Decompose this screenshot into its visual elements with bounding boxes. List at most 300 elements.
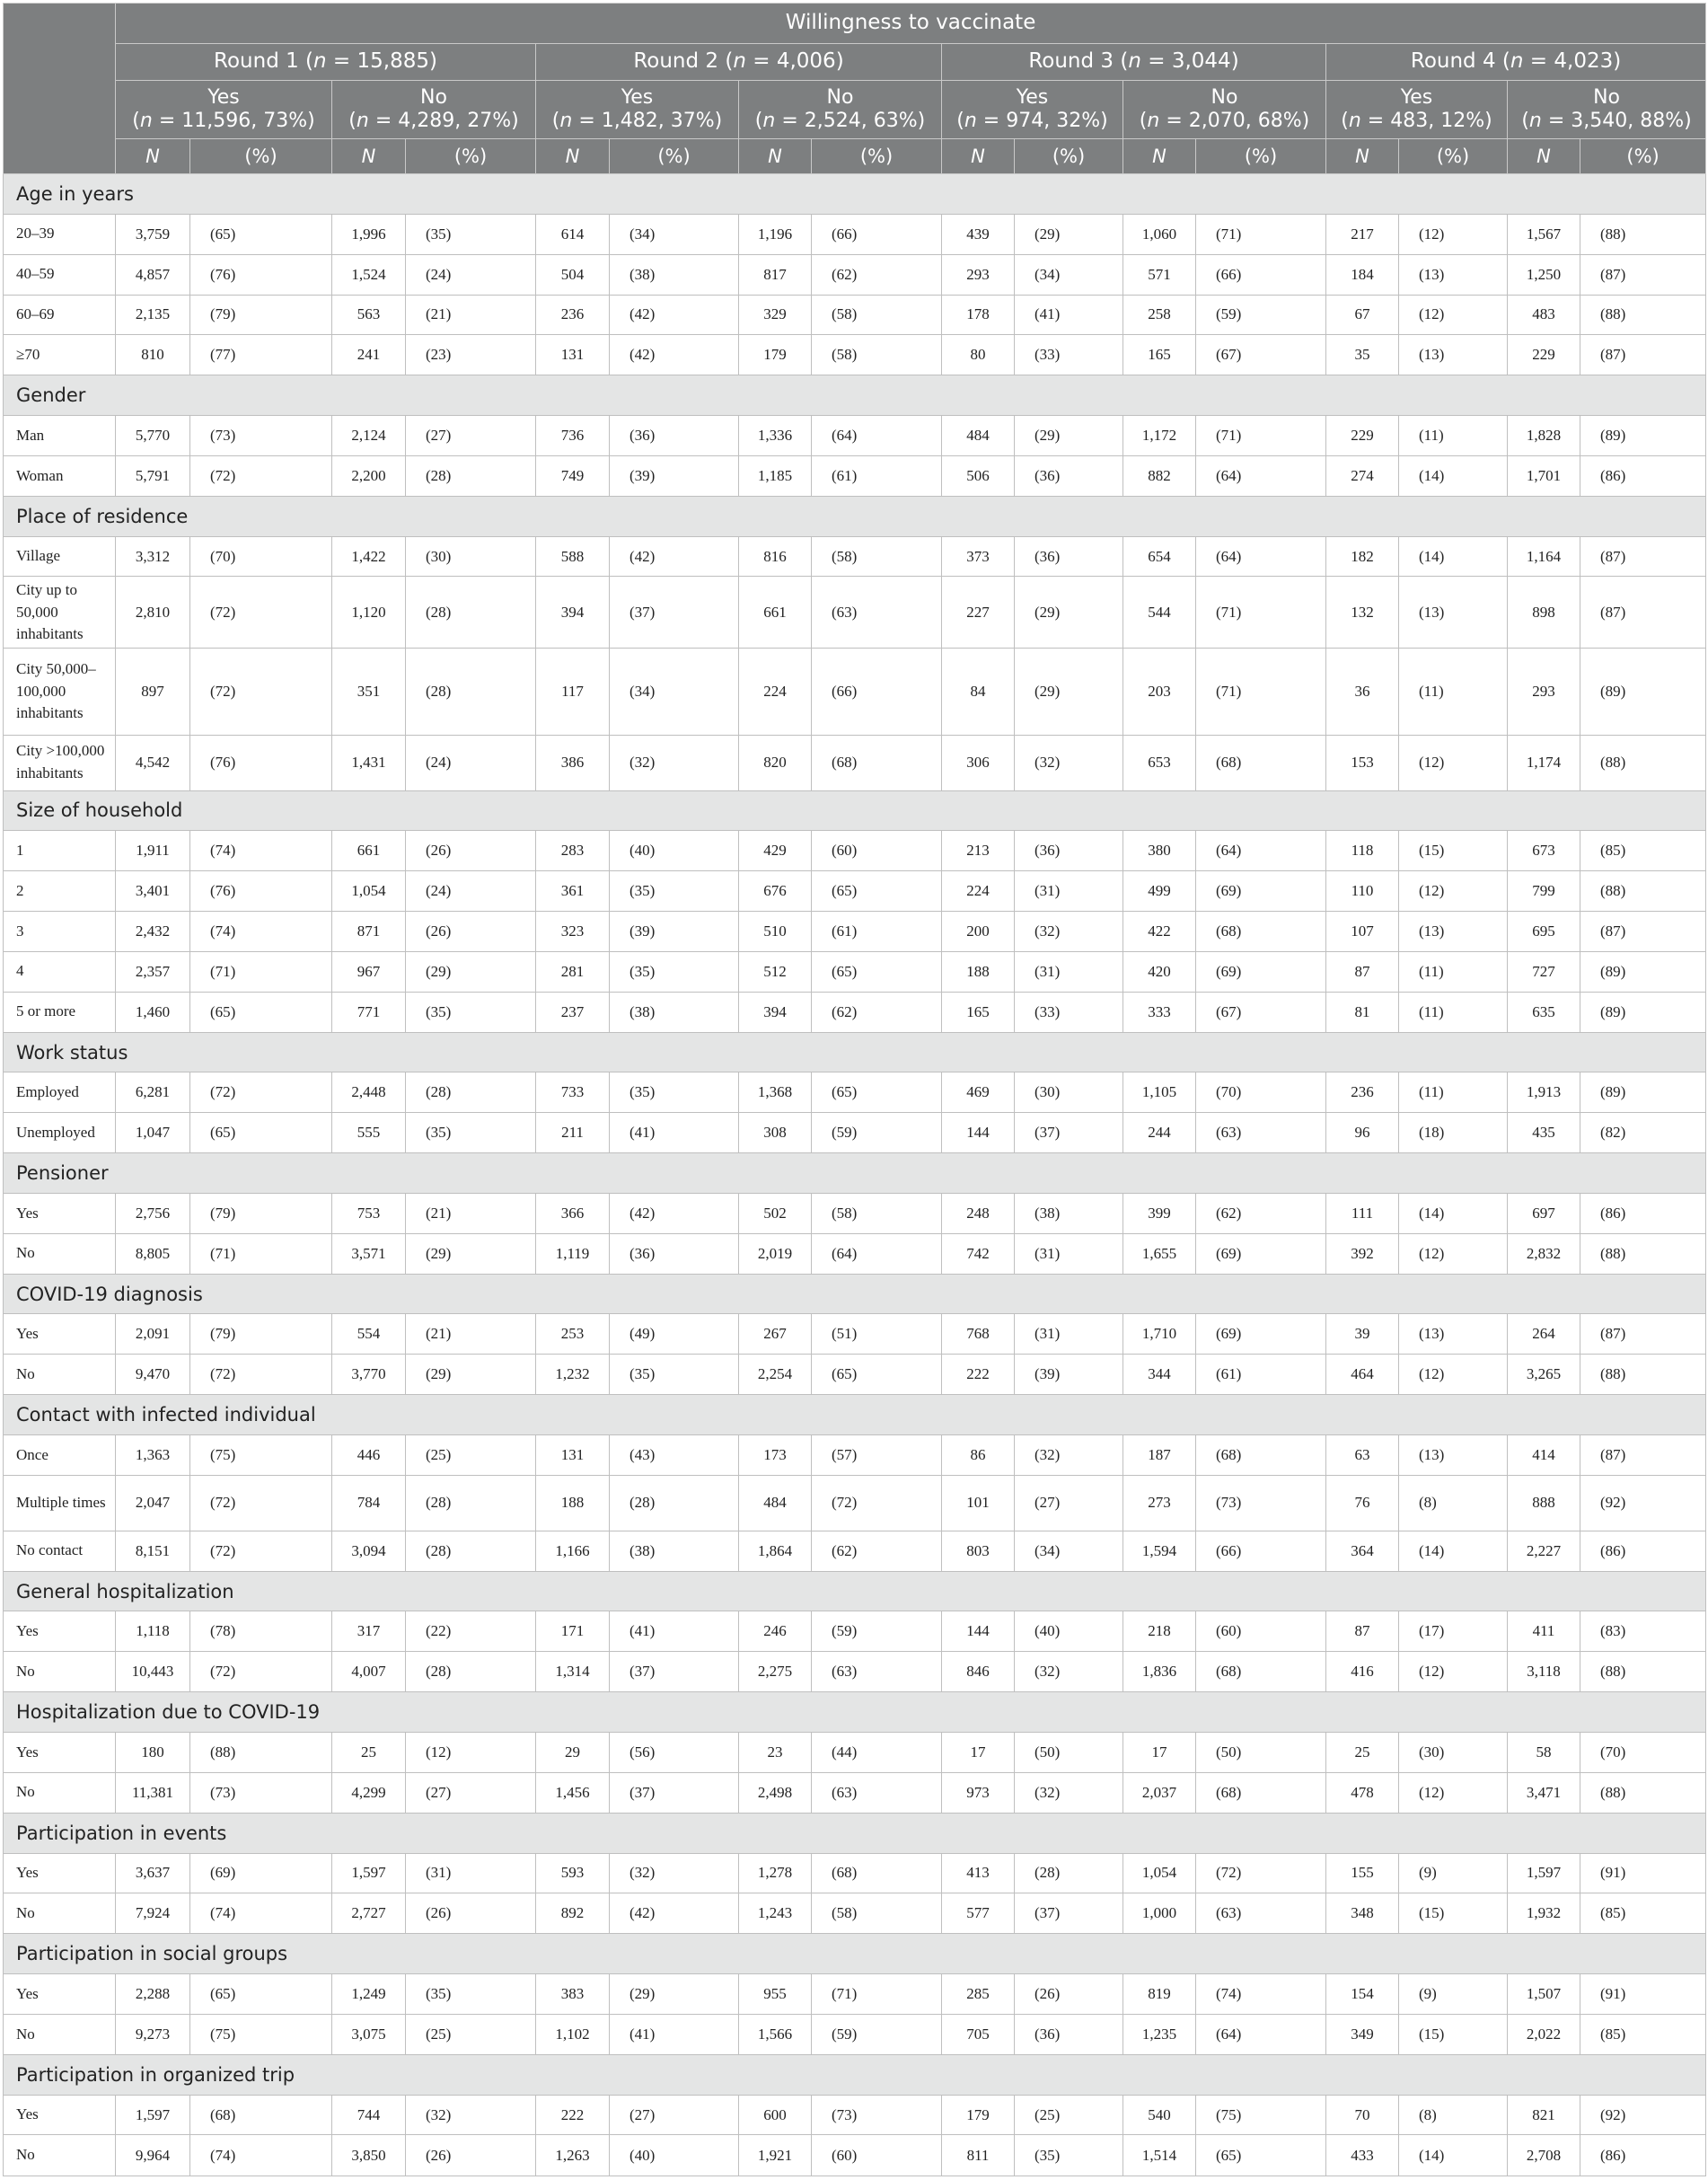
percent-cell: (33) xyxy=(1015,992,1123,1032)
table-row xyxy=(4,455,1706,496)
percent-cell: (28) xyxy=(406,577,536,649)
count-cell: 281 xyxy=(536,951,610,992)
header-title: Willingness to vaccinate xyxy=(116,4,1706,44)
row-label: Unemployed xyxy=(4,1113,116,1153)
percent-cell: (59) xyxy=(812,2014,942,2054)
count-cell: 383 xyxy=(536,1974,610,2015)
n-column-header: N xyxy=(116,139,190,174)
percent-cell: (34) xyxy=(610,649,739,735)
count-cell: 483 xyxy=(1508,295,1580,335)
count-cell: 1,710 xyxy=(1123,1314,1196,1355)
count-cell: 1,828 xyxy=(1508,416,1580,456)
percent-cell: (60) xyxy=(812,831,942,871)
count-cell: 673 xyxy=(1508,831,1580,871)
percent-cell: (18) xyxy=(1399,1113,1508,1153)
count-cell: 1,118 xyxy=(116,1611,190,1652)
percent-cell: (75) xyxy=(190,2014,332,2054)
count-cell: 676 xyxy=(739,871,812,912)
no-count: 4,289, 27% xyxy=(398,110,512,132)
percent-cell: (61) xyxy=(1196,1355,1326,1395)
percent-cell: (12) xyxy=(1399,1652,1508,1692)
percent-cell: (13) xyxy=(1399,335,1508,375)
count-cell: 422 xyxy=(1123,912,1196,952)
percent-cell: (72) xyxy=(190,455,332,496)
count-cell: 9,964 xyxy=(116,2135,190,2176)
percent-cell: (58) xyxy=(812,1193,942,1233)
table-row xyxy=(4,1853,1706,1893)
round-n: 4,006 xyxy=(776,49,836,74)
row-label: Yes xyxy=(4,1611,116,1652)
group-row xyxy=(4,2054,1706,2095)
percent-cell: (40) xyxy=(610,2135,739,2176)
percent-cell: (42) xyxy=(610,1893,739,1934)
count-cell: 733 xyxy=(536,1072,610,1113)
percent-cell: (58) xyxy=(812,295,942,335)
count-cell: 819 xyxy=(1123,1974,1196,2015)
percent-cell: (35) xyxy=(610,1072,739,1113)
percent-cell: (26) xyxy=(406,1893,536,1934)
count-cell: 484 xyxy=(739,1475,812,1531)
n-symbol: n xyxy=(1348,110,1361,132)
row-label: No xyxy=(4,1772,116,1813)
count-cell: 70 xyxy=(1326,2095,1399,2135)
count-cell: 554 xyxy=(332,1314,406,1355)
percent-cell: (9) xyxy=(1399,1974,1508,2015)
count-cell: 6,281 xyxy=(116,1072,190,1113)
count-cell: 10,443 xyxy=(116,1652,190,1692)
count-cell: 237 xyxy=(536,992,610,1032)
count-cell: 36 xyxy=(1326,649,1399,735)
table-row xyxy=(4,649,1706,735)
percent-cell: (64) xyxy=(812,1233,942,1274)
group-row xyxy=(4,1571,1706,1611)
count-cell: 394 xyxy=(536,577,610,649)
count-cell: 744 xyxy=(332,2095,406,2135)
n-column-header: N xyxy=(942,139,1015,174)
n-symbol: n xyxy=(1510,49,1524,74)
percent-cell: (28) xyxy=(610,1475,739,1531)
table-row xyxy=(4,1233,1706,1274)
count-cell: 1,431 xyxy=(332,735,406,790)
count-cell: 3,401 xyxy=(116,871,190,912)
percent-cell: (21) xyxy=(406,1193,536,1233)
count-cell: 888 xyxy=(1508,1475,1580,1531)
count-cell: 736 xyxy=(536,416,610,456)
count-cell: 1,932 xyxy=(1508,1893,1580,1934)
yes-label: Yes xyxy=(1016,86,1049,110)
count-cell: 502 xyxy=(739,1193,812,1233)
percent-cell: (71) xyxy=(1196,416,1326,456)
table-row xyxy=(4,912,1706,952)
percent-cell: (71) xyxy=(1196,214,1326,254)
table-row xyxy=(4,1314,1706,1355)
percent-cell: (69) xyxy=(1196,871,1326,912)
count-cell: 3,075 xyxy=(332,2014,406,2054)
percent-cell: (88) xyxy=(1580,735,1706,790)
percent-cell: (37) xyxy=(610,577,739,649)
count-cell: 76 xyxy=(1326,1475,1399,1531)
percent-cell: (74) xyxy=(190,831,332,871)
percent-cell: (71) xyxy=(190,951,332,992)
percent-cell: (42) xyxy=(610,295,739,335)
count-cell: 753 xyxy=(332,1193,406,1233)
count-cell: 429 xyxy=(739,831,812,871)
percent-cell: (27) xyxy=(406,1772,536,1813)
percent-cell: (72) xyxy=(190,1531,332,1571)
count-cell: 411 xyxy=(1508,1611,1580,1652)
count-cell: 1,911 xyxy=(116,831,190,871)
count-cell: 577 xyxy=(942,1893,1015,1934)
round-header: Round 1 (n = 15,885) xyxy=(116,44,536,81)
percent-cell: (14) xyxy=(1399,1193,1508,1233)
count-cell: 1,597 xyxy=(116,2095,190,2135)
no-count: 3,540, 88% xyxy=(1571,110,1685,132)
pct-column-header: (%) xyxy=(812,139,942,174)
row-label: Yes xyxy=(4,2095,116,2135)
group-row xyxy=(4,1934,1706,1974)
table-row xyxy=(4,735,1706,790)
count-cell: 17 xyxy=(942,1733,1015,1773)
count-cell: 1,164 xyxy=(1508,536,1580,577)
count-cell: 222 xyxy=(536,2095,610,2135)
count-cell: 165 xyxy=(1123,335,1196,375)
percent-cell: (74) xyxy=(190,1893,332,1934)
count-cell: 399 xyxy=(1123,1193,1196,1233)
n-symbol: n xyxy=(559,110,573,132)
row-label: 3 xyxy=(4,912,116,952)
count-cell: 165 xyxy=(942,992,1015,1032)
count-cell: 661 xyxy=(739,577,812,649)
yes-header: Yes (n = 483, 12%) xyxy=(1326,81,1508,139)
count-cell: 1,368 xyxy=(739,1072,812,1113)
count-cell: 3,094 xyxy=(332,1531,406,1571)
percent-cell: (65) xyxy=(190,214,332,254)
row-label: 2 xyxy=(4,871,116,912)
count-cell: 469 xyxy=(942,1072,1015,1113)
count-cell: 131 xyxy=(536,1435,610,1476)
percent-cell: (32) xyxy=(1015,1652,1123,1692)
yes-label: Yes xyxy=(621,86,654,110)
group-row xyxy=(4,174,1706,215)
count-cell: 39 xyxy=(1326,1314,1399,1355)
percent-cell: (37) xyxy=(610,1652,739,1692)
count-cell: 8,805 xyxy=(116,1233,190,1274)
percent-cell: (56) xyxy=(610,1733,739,1773)
count-cell: 1,336 xyxy=(739,416,812,456)
percent-cell: (43) xyxy=(610,1435,739,1476)
count-cell: 1,566 xyxy=(739,2014,812,2054)
percent-cell: (21) xyxy=(406,1314,536,1355)
count-cell: 9,470 xyxy=(116,1355,190,1395)
percent-cell: (25) xyxy=(406,1435,536,1476)
percent-cell: (27) xyxy=(1015,1475,1123,1531)
percent-cell: (66) xyxy=(1196,254,1326,295)
count-cell: 241 xyxy=(332,335,406,375)
table-row xyxy=(4,254,1706,295)
percent-cell: (78) xyxy=(190,1611,332,1652)
n-symbol: n xyxy=(1147,110,1160,132)
table-row xyxy=(4,871,1706,912)
count-cell: 107 xyxy=(1326,912,1399,952)
count-cell: 229 xyxy=(1508,335,1580,375)
count-cell: 882 xyxy=(1123,455,1196,496)
count-cell: 211 xyxy=(536,1113,610,1153)
count-cell: 499 xyxy=(1123,871,1196,912)
group-row xyxy=(4,1274,1706,1314)
count-cell: 2,047 xyxy=(116,1475,190,1531)
count-cell: 4,299 xyxy=(332,1772,406,1813)
percent-cell: (12) xyxy=(1399,735,1508,790)
table-header xyxy=(4,4,1706,174)
percent-cell: (63) xyxy=(812,1772,942,1813)
group-row xyxy=(4,1813,1706,1853)
yes-count: 1,482, 37% xyxy=(601,110,715,132)
count-cell: 1,196 xyxy=(739,214,812,254)
count-cell: 80 xyxy=(942,335,1015,375)
count-cell: 799 xyxy=(1508,871,1580,912)
percent-cell: (17) xyxy=(1399,1611,1508,1652)
count-cell: 86 xyxy=(942,1435,1015,1476)
row-label: City >100,000 inhabitants xyxy=(4,735,116,790)
count-cell: 973 xyxy=(942,1772,1015,1813)
table-row xyxy=(4,1531,1706,1571)
count-cell: 2,832 xyxy=(1508,1233,1580,1274)
count-cell: 25 xyxy=(332,1733,406,1773)
count-cell: 484 xyxy=(942,416,1015,456)
percent-cell: (36) xyxy=(1015,831,1123,871)
count-cell: 1,514 xyxy=(1123,2135,1196,2176)
count-cell: 273 xyxy=(1123,1475,1196,1531)
count-cell: 285 xyxy=(942,1974,1015,2015)
row-label: No xyxy=(4,2135,116,2176)
row-label: Village xyxy=(4,536,116,577)
percent-cell: (79) xyxy=(190,1314,332,1355)
percent-cell: (83) xyxy=(1580,1611,1706,1652)
percent-cell: (64) xyxy=(1196,2014,1326,2054)
percent-cell: (73) xyxy=(812,2095,942,2135)
percent-cell: (13) xyxy=(1399,912,1508,952)
yes-count: 11,596, 73% xyxy=(181,110,308,132)
percent-cell: (73) xyxy=(1196,1475,1326,1531)
percent-cell: (50) xyxy=(1196,1733,1326,1773)
table-row xyxy=(4,577,1706,649)
count-cell: 306 xyxy=(942,735,1015,790)
count-cell: 386 xyxy=(536,735,610,790)
n-symbol: n xyxy=(964,110,977,132)
count-cell: 131 xyxy=(536,335,610,375)
n-symbol: n xyxy=(733,49,746,74)
count-cell: 898 xyxy=(1508,577,1580,649)
table-row xyxy=(4,831,1706,871)
percent-cell: (29) xyxy=(1015,649,1123,735)
count-cell: 178 xyxy=(942,295,1015,335)
percent-cell: (72) xyxy=(190,1475,332,1531)
percent-cell: (35) xyxy=(406,1113,536,1153)
percent-cell: (65) xyxy=(190,992,332,1032)
group-row xyxy=(4,1032,1706,1072)
percent-cell: (86) xyxy=(1580,2135,1706,2176)
count-cell: 222 xyxy=(942,1355,1015,1395)
percent-cell: (28) xyxy=(406,455,536,496)
no-label: No xyxy=(1593,86,1621,110)
count-cell: 820 xyxy=(739,735,812,790)
percent-cell: (42) xyxy=(610,335,739,375)
count-cell: 253 xyxy=(536,1314,610,1355)
count-cell: 4,542 xyxy=(116,735,190,790)
percent-cell: (15) xyxy=(1399,2014,1508,2054)
count-cell: 229 xyxy=(1326,416,1399,456)
count-cell: 264 xyxy=(1508,1314,1580,1355)
count-cell: 1,836 xyxy=(1123,1652,1196,1692)
round-label: Round 3 xyxy=(1028,49,1114,74)
n-column-header: N xyxy=(1123,139,1196,174)
percent-cell: (44) xyxy=(812,1733,942,1773)
percent-cell: (25) xyxy=(1015,2095,1123,2135)
count-cell: 1,060 xyxy=(1123,214,1196,254)
yes-label: Yes xyxy=(1400,86,1433,110)
table-row xyxy=(4,536,1706,577)
yes-label: Yes xyxy=(207,86,240,110)
percent-cell: (51) xyxy=(812,1314,942,1355)
count-cell: 283 xyxy=(536,831,610,871)
count-cell: 188 xyxy=(536,1475,610,1531)
percent-cell: (11) xyxy=(1399,649,1508,735)
table-row xyxy=(4,2135,1706,2176)
percent-cell: (30) xyxy=(1015,1072,1123,1113)
group-title: Participation in organized trip xyxy=(4,2054,1706,2095)
count-cell: 1,913 xyxy=(1508,1072,1580,1113)
percent-cell: (33) xyxy=(1015,335,1123,375)
n-symbol: n xyxy=(762,110,776,132)
percent-cell: (88) xyxy=(1580,214,1706,254)
count-cell: 248 xyxy=(942,1193,1015,1233)
percent-cell: (28) xyxy=(406,1652,536,1692)
row-label: No xyxy=(4,1652,116,1692)
percent-cell: (71) xyxy=(1196,577,1326,649)
row-label: 20–39 xyxy=(4,214,116,254)
count-cell: 555 xyxy=(332,1113,406,1153)
no-count: 2,524, 63% xyxy=(804,110,918,132)
percent-cell: (68) xyxy=(1196,1435,1326,1476)
count-cell: 218 xyxy=(1123,1611,1196,1652)
count-cell: 246 xyxy=(739,1611,812,1652)
percent-cell: (71) xyxy=(190,1233,332,1274)
no-header: No (n = 4,289, 27%) xyxy=(332,81,536,139)
percent-cell: (38) xyxy=(610,1531,739,1571)
percent-cell: (31) xyxy=(406,1853,536,1893)
count-cell: 2,727 xyxy=(332,1893,406,1934)
count-cell: 1,567 xyxy=(1508,214,1580,254)
table-row xyxy=(4,1355,1706,1395)
percent-cell: (32) xyxy=(1015,1772,1123,1813)
no-header: No (n = 2,070, 68%) xyxy=(1123,81,1326,139)
percent-cell: (73) xyxy=(190,416,332,456)
count-cell: 810 xyxy=(116,335,190,375)
count-cell: 416 xyxy=(1326,1652,1399,1692)
round-header: Round 2 (n = 4,006) xyxy=(536,44,942,81)
percent-cell: (12) xyxy=(1399,1233,1508,1274)
count-cell: 727 xyxy=(1508,951,1580,992)
percent-cell: (91) xyxy=(1580,1974,1706,2015)
round-n: 15,885 xyxy=(357,49,429,74)
count-cell: 217 xyxy=(1326,214,1399,254)
percent-cell: (62) xyxy=(1196,1193,1326,1233)
percent-cell: (72) xyxy=(190,1652,332,1692)
group-title: Participation in social groups xyxy=(4,1934,1706,1974)
percent-cell: (9) xyxy=(1399,1853,1508,1893)
count-cell: 373 xyxy=(942,536,1015,577)
percent-cell: (87) xyxy=(1580,1435,1706,1476)
percent-cell: (13) xyxy=(1399,1314,1508,1355)
n-column-header: N xyxy=(536,139,610,174)
row-label: Yes xyxy=(4,1733,116,1773)
percent-cell: (39) xyxy=(610,455,739,496)
percent-cell: (88) xyxy=(1580,1652,1706,1692)
count-cell: 58 xyxy=(1508,1733,1580,1773)
count-cell: 2,275 xyxy=(739,1652,812,1692)
percent-cell: (88) xyxy=(1580,1355,1706,1395)
percent-cell: (68) xyxy=(1196,1772,1326,1813)
count-cell: 180 xyxy=(116,1733,190,1773)
count-cell: 2,135 xyxy=(116,295,190,335)
percent-cell: (82) xyxy=(1580,1113,1706,1153)
percent-cell: (76) xyxy=(190,871,332,912)
count-cell: 1,422 xyxy=(332,536,406,577)
percent-cell: (26) xyxy=(406,831,536,871)
percent-cell: (41) xyxy=(1015,295,1123,335)
percent-cell: (29) xyxy=(1015,577,1123,649)
count-cell: 2,448 xyxy=(332,1072,406,1113)
percent-cell: (39) xyxy=(1015,1355,1123,1395)
no-label: No xyxy=(826,86,854,110)
percent-cell: (65) xyxy=(812,1072,942,1113)
count-cell: 1,701 xyxy=(1508,455,1580,496)
percent-cell: (38) xyxy=(610,254,739,295)
table-row xyxy=(4,1435,1706,1476)
pct-column-header: (%) xyxy=(190,139,332,174)
percent-cell: (14) xyxy=(1399,455,1508,496)
count-cell: 4,857 xyxy=(116,254,190,295)
percent-cell: (15) xyxy=(1399,831,1508,871)
count-cell: 3,471 xyxy=(1508,1772,1580,1813)
row-label: No xyxy=(4,1355,116,1395)
count-cell: 8,151 xyxy=(116,1531,190,1571)
count-cell: 784 xyxy=(332,1475,406,1531)
count-cell: 394 xyxy=(739,992,812,1032)
count-cell: 63 xyxy=(1326,1435,1399,1476)
percent-cell: (24) xyxy=(406,735,536,790)
group-title: Work status xyxy=(4,1032,1706,1072)
count-cell: 871 xyxy=(332,912,406,952)
count-cell: 1,996 xyxy=(332,214,406,254)
row-label: Yes xyxy=(4,1314,116,1355)
row-label: 60–69 xyxy=(4,295,116,335)
count-cell: 510 xyxy=(739,912,812,952)
table-row xyxy=(4,992,1706,1032)
count-cell: 392 xyxy=(1326,1233,1399,1274)
table-row xyxy=(4,1611,1706,1652)
pct-column-header: (%) xyxy=(610,139,739,174)
count-cell: 1,507 xyxy=(1508,1974,1580,2015)
group-title: Place of residence xyxy=(4,496,1706,536)
percent-cell: (13) xyxy=(1399,577,1508,649)
percent-cell: (36) xyxy=(1015,536,1123,577)
percent-cell: (75) xyxy=(1196,2095,1326,2135)
count-cell: 111 xyxy=(1326,1193,1399,1233)
percent-cell: (72) xyxy=(812,1475,942,1531)
percent-cell: (23) xyxy=(406,335,536,375)
percent-cell: (28) xyxy=(406,1072,536,1113)
